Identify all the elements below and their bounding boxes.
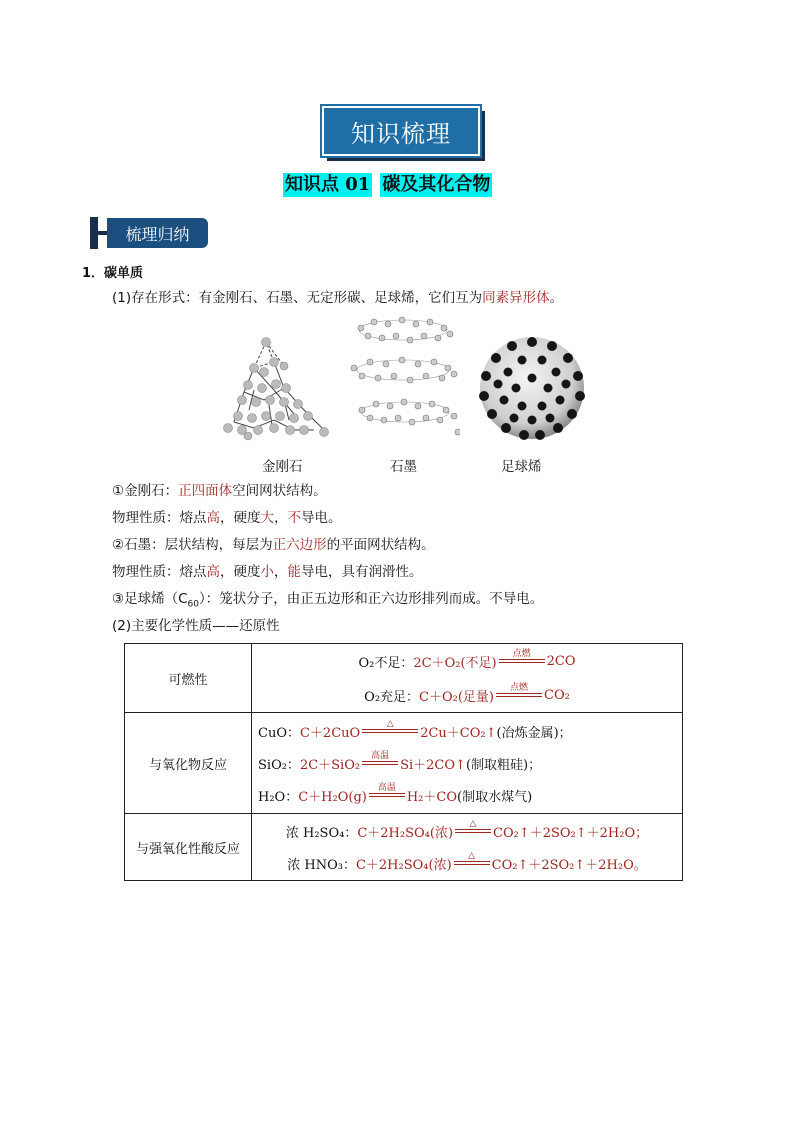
eq-prefix: 浓 H₂SO₄： bbox=[285, 825, 358, 841]
line-diamond-physical bbox=[112, 508, 342, 528]
text: ，硬度 bbox=[220, 510, 261, 526]
highlight: 小 bbox=[260, 564, 274, 580]
eq-rhs: CO₂ bbox=[544, 687, 570, 703]
highlight: 大 bbox=[260, 510, 274, 526]
equation bbox=[258, 783, 676, 807]
eq-lhs: C＋H₂O(g) bbox=[298, 789, 367, 805]
eq-note: (制取粗硅)； bbox=[465, 757, 542, 773]
eq-lhs: C＋2H₂SO₄(浓) bbox=[355, 857, 452, 873]
table-row bbox=[125, 644, 683, 713]
eq-rhs: H₂＋CO bbox=[406, 789, 457, 805]
eq-prefix: H₂O： bbox=[258, 789, 299, 805]
row-label-acids: 与强氧化性酸反应 bbox=[125, 814, 252, 881]
intro-line bbox=[112, 288, 563, 308]
highlight: 正六边形 bbox=[272, 537, 327, 553]
intro-prefix: (1)存在形式：有金刚石、石墨、无定形碳、足球烯，它们互为 bbox=[112, 290, 483, 306]
eq-rhs: Si＋2CO↑ bbox=[400, 757, 466, 773]
caption-diamond: 金刚石 bbox=[262, 459, 303, 475]
eq-note: (制取水煤气) bbox=[457, 789, 533, 805]
intro-suffix: 。 bbox=[549, 290, 564, 306]
table-row bbox=[125, 713, 683, 814]
eq-rhs: 2Cu＋CO₂↑ bbox=[420, 725, 497, 741]
eq-rhs: 2CO bbox=[546, 653, 576, 669]
knowledge-point-title bbox=[283, 173, 492, 197]
text: ， bbox=[274, 510, 288, 526]
line-chemical-properties: (2)主要化学性质——还原性 bbox=[112, 618, 280, 634]
line-graphite-physical bbox=[112, 562, 423, 582]
caption-fullerene: 足球烯 bbox=[501, 459, 542, 475]
text: 物理性质：熔点 bbox=[112, 564, 207, 580]
equation bbox=[258, 751, 676, 775]
eq-lhs: C＋O₂(足量) bbox=[419, 689, 494, 705]
eq-rhs: CO₂↑＋2SO₂↑＋2H₂O； bbox=[493, 825, 649, 841]
eq-lhs: C＋2CuO bbox=[299, 725, 361, 741]
text: 的平面网状结构。 bbox=[326, 537, 435, 553]
table-row bbox=[125, 814, 683, 881]
intro-highlight: 同素异形体 bbox=[482, 290, 550, 306]
knowledge-point-label: 知识点 01 bbox=[285, 174, 371, 195]
eq-condition: △ bbox=[469, 819, 477, 829]
eq-condition: △ bbox=[468, 851, 476, 861]
diamond-structure-image bbox=[214, 330, 332, 442]
eq-lhs: 2C＋O₂(不足) bbox=[413, 655, 497, 671]
highlight: 能 bbox=[287, 564, 301, 580]
eq-prefix: O₂不足： bbox=[358, 655, 414, 671]
highlight: 高 bbox=[206, 564, 220, 580]
line-diamond bbox=[112, 481, 327, 501]
row-label-combustion: 可燃性 bbox=[125, 644, 252, 713]
eq-condition: △ bbox=[386, 719, 394, 729]
row-content-combustion bbox=[252, 644, 683, 713]
text: ③足球烯（C bbox=[112, 591, 188, 607]
eq-prefix: 浓 HNO₃： bbox=[287, 857, 356, 873]
equation bbox=[359, 649, 576, 673]
eq-condition: 点燃 bbox=[509, 683, 528, 693]
eq-rhs: CO₂↑＋2SO₂↑＋2H₂O。 bbox=[491, 857, 647, 873]
line-graphite bbox=[112, 535, 435, 555]
line-fullerene bbox=[112, 589, 543, 615]
tag-bracket bbox=[90, 217, 98, 249]
text: 物理性质：熔点 bbox=[112, 510, 207, 526]
caption-graphite: 石墨 bbox=[390, 459, 417, 475]
fullerene-structure-image bbox=[476, 334, 588, 442]
eq-lhs: 2C＋SiO₂ bbox=[299, 757, 361, 773]
text: 空间网状结构。 bbox=[232, 483, 327, 499]
text: 导电。 bbox=[301, 510, 342, 526]
eq-prefix: SiO₂： bbox=[258, 757, 300, 773]
eq-condition: 高温 bbox=[377, 783, 396, 793]
section-tag: 梳理归纳 bbox=[107, 218, 208, 248]
eq-prefix: CuO： bbox=[258, 725, 300, 741]
highlight: 不 bbox=[287, 510, 301, 526]
text: ①金刚石： bbox=[112, 483, 179, 499]
eq-note: (冶炼金属)； bbox=[496, 725, 572, 741]
text: ， bbox=[274, 564, 288, 580]
section-banner: 知识梳理 bbox=[322, 106, 480, 156]
equation bbox=[364, 683, 570, 707]
eq-prefix: O₂充足： bbox=[364, 689, 420, 705]
knowledge-point-topic: 碳及其化合物 bbox=[382, 174, 491, 195]
text: 导电，具有润滑性。 bbox=[301, 564, 423, 580]
equation bbox=[287, 851, 647, 875]
eq-lhs: C＋2H₂SO₄(浓) bbox=[357, 825, 454, 841]
row-content-oxides bbox=[252, 713, 683, 814]
graphite-structure-image bbox=[346, 316, 460, 442]
highlight: 正四面体 bbox=[178, 483, 233, 499]
text: ②石墨：层状结构，每层为 bbox=[112, 537, 273, 553]
reactions-table bbox=[124, 643, 683, 881]
eq-condition: 高温 bbox=[371, 751, 390, 761]
equation bbox=[258, 719, 676, 743]
heading-carbon-elements: 1．碳单质 bbox=[82, 266, 144, 281]
eq-condition: 点燃 bbox=[512, 649, 531, 659]
row-label-oxides: 与氧化物反应 bbox=[125, 713, 252, 814]
equation bbox=[286, 819, 648, 843]
highlight: 高 bbox=[206, 510, 220, 526]
subscript: 60 bbox=[187, 599, 199, 610]
row-content-acids bbox=[252, 814, 683, 881]
text: ）：笼状分子，由正五边形和正六边形排列而成。不导电。 bbox=[198, 591, 544, 607]
text: ，硬度 bbox=[220, 564, 261, 580]
